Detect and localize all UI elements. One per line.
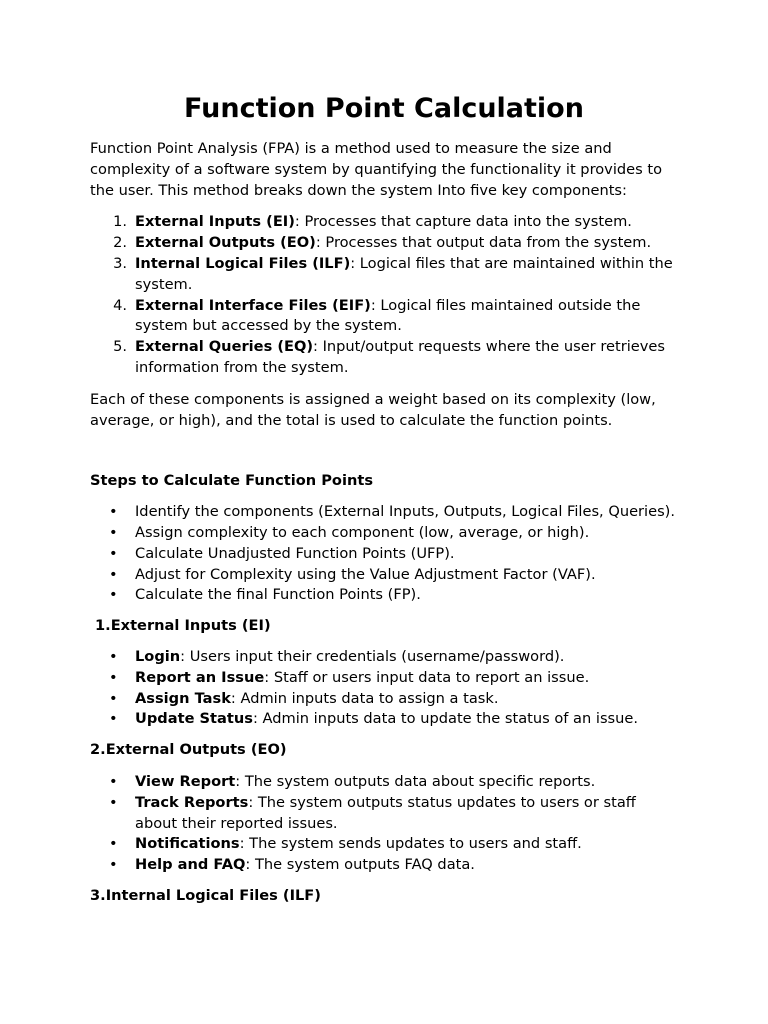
list-item [90, 233, 680, 254]
list-item [90, 502, 680, 523]
list-item [90, 689, 680, 710]
steps-list [90, 502, 680, 606]
component-term: External Interface Files (EIF) [135, 296, 371, 314]
components-list [90, 212, 680, 378]
item-term: Login [135, 647, 181, 665]
item-desc: : Admin inputs data to assign a task. [230, 689, 499, 707]
bullet-icon: • [109, 772, 118, 790]
item-desc: : Staff or users input data to report an issue. [264, 668, 590, 686]
list-item [90, 585, 680, 606]
list-item [90, 834, 680, 855]
item-desc: : The system outputs status updates to users or staff about their reported issues. [135, 793, 636, 832]
item-term: Report an Issue [135, 668, 265, 686]
component-term: External Inputs (EI) [135, 213, 295, 231]
weights-paragraph: Each of these components is assigned a weight based on its complexity (low, average, or high), and the total is used to calculate the function points. [90, 390, 656, 429]
step-text: Calculate the final Function Points (FP). [135, 586, 421, 604]
list-item [90, 254, 680, 296]
bullet-icon: • [109, 856, 118, 874]
document-body [90, 139, 680, 907]
eo-list [90, 772, 680, 876]
item-term: View Report [135, 772, 236, 790]
list-number: 2. [113, 234, 127, 252]
item-term: Track Reports [135, 793, 249, 811]
component-desc: : Processes that capture data into the system. [294, 213, 632, 231]
intro-paragraph: Function Point Analysis (FPA) is a method used to measure the size and complexity of a software system by quantifying the functionality it provides to the user. This method breaks down the system Into five key components: [90, 140, 663, 199]
bullet-icon: • [109, 503, 118, 521]
list-item [90, 855, 680, 876]
list-item [90, 212, 680, 233]
step-text: Assign complexity to each component (low, average, or high). [135, 523, 590, 541]
list-number: 5. [113, 338, 127, 356]
component-term: Internal Logical Files (ILF) [135, 254, 351, 272]
item-term: Update Status [135, 710, 253, 728]
bullet-icon: • [109, 544, 118, 562]
list-item [90, 709, 680, 730]
list-number: 4. [113, 296, 127, 314]
list-item [90, 793, 680, 835]
ilf-heading: 3.Internal Logical Files (ILF) [90, 886, 321, 904]
list-item [90, 523, 680, 544]
list-item [90, 668, 680, 689]
ei-list [90, 647, 680, 730]
component-term: External Outputs (EO) [135, 234, 316, 252]
list-item [90, 296, 680, 338]
component-desc: : Logical files that are maintained within the system. [135, 254, 673, 293]
item-term: Help and FAQ [135, 856, 246, 874]
component-term: External Queries (EQ) [135, 338, 314, 356]
bullet-icon: • [109, 793, 118, 811]
bullet-icon: • [109, 668, 118, 686]
bullet-icon: • [109, 647, 118, 665]
component-desc: : Input/output requests where the user retrieves information from the system. [135, 338, 665, 376]
step-text: Adjust for Complexity using the Value Adjustment Factor (VAF). [135, 565, 596, 583]
step-text: Calculate Unadjusted Function Points (UFP). [135, 544, 455, 562]
list-item [90, 544, 680, 565]
item-desc: : Users input their credentials (username/password). [180, 647, 565, 665]
bullet-icon: • [109, 710, 118, 728]
document-title: Function Point Calculation [184, 93, 584, 124]
bullet-icon: • [109, 689, 118, 707]
component-desc: : Processes that output data from the system. [315, 234, 652, 252]
item-term: Notifications [135, 835, 240, 853]
list-item [90, 337, 680, 379]
bullet-icon: • [109, 523, 118, 541]
bullet-icon: • [109, 586, 118, 604]
item-desc: : Admin inputs data to update the status of an issue. [252, 710, 639, 728]
list-item [90, 772, 680, 793]
item-desc: : The system outputs FAQ data. [245, 856, 475, 874]
steps-heading: Steps to Calculate Function Points [90, 472, 374, 490]
bullet-icon: • [109, 565, 118, 583]
item-desc: : The system outputs data about specific reports. [235, 772, 596, 790]
list-number: 1. [113, 213, 127, 231]
eo-heading: 2.External Outputs (EO) [90, 741, 287, 759]
list-item [90, 647, 680, 668]
ei-heading: 1.External Inputs (EI) [95, 617, 271, 635]
item-desc: : The system sends updates to users and staff. [239, 835, 582, 853]
step-text: Identify the components (External Inputs, Outputs, Logical Files, Queries). [135, 503, 676, 521]
item-term: Assign Task [135, 689, 231, 707]
component-desc: : Logical files maintained outside the system but accessed by the system. [135, 296, 641, 335]
bullet-icon: • [109, 835, 118, 853]
list-item [90, 565, 680, 586]
list-number: 3. [113, 254, 127, 272]
